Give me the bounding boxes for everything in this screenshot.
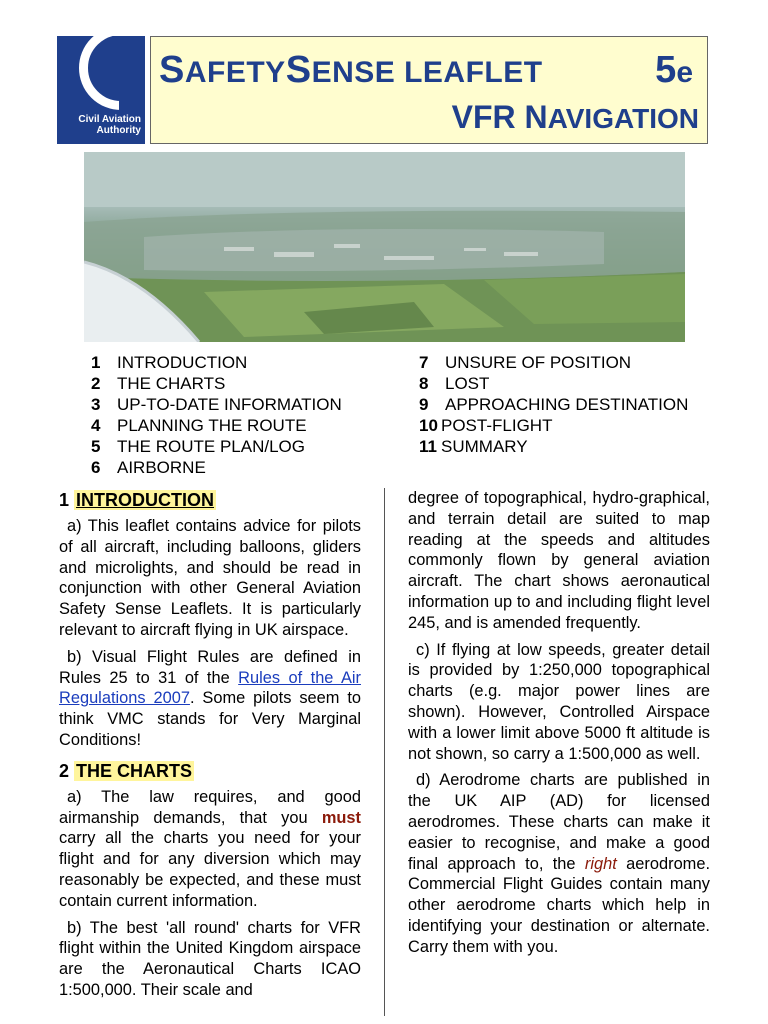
charts-para-d: d) Aerodrome charts are published in the UK AIP (AD) for licensed aerodromes. These charts can make it easier to recognise, and make a good final approach to, the right aerodrome. Commercial Flight Guides contain many other aerodrome charts which help in identifying your destination or alternate. Carry them with you. [408, 771, 711, 956]
toc-item-10[interactable]: 10 POST-FLIGHT [419, 416, 553, 435]
toc-item-11[interactable]: 11 SUMMARY [419, 437, 528, 456]
title-box [150, 36, 708, 144]
leaflet-number: 5e [655, 49, 693, 91]
toc-item-9[interactable]: 9 APPROACHING DESTINATION [419, 395, 689, 414]
section-heading-introduction: 1 INTRODUCTION [59, 490, 215, 510]
charts-para-c: c) If flying at low speeds, greater detail is provided by 1:250,000 topographical charts (e.g. major power lines are shown). However, Controlled Airspace with a lower limit above 5000 ft altitude is not shown, so carry a 1:500,000 as well. [408, 640, 710, 763]
toc-item-2[interactable]: 2 THE CHARTS [91, 374, 226, 393]
toc-item-6[interactable]: 6 AIRBORNE [91, 458, 206, 477]
logo-text: Civil Aviation Authority [78, 114, 141, 136]
toc-left [91, 352, 342, 478]
leaflet-title: SAFETYSENSE LEAFLET [159, 49, 543, 91]
charts-para-b: b) The best 'all round' charts for VFR flight within the United Kingdom airspace are the Aeronautical Charts ICAO 1:500,000. Their scale and [59, 918, 361, 999]
rules-of-the-air-link[interactable]: Rules of the Air Regulations 2007 [59, 668, 361, 708]
left-column [59, 488, 361, 1007]
toc-item-4[interactable]: 4 PLANNING THE ROUTE [91, 416, 307, 435]
toc-item-7[interactable]: 7 UNSURE OF POSITION [419, 353, 632, 372]
intro-para-b: b) Visual Flight Rules are defined in Rules 25 to 31 of the Rules of the Air Regulations 2007. Some pilots seem to think VMC stands for Very Marginal Conditions! [59, 647, 361, 749]
toc-right [419, 352, 688, 457]
toc-item-8[interactable]: 8 LOST [419, 374, 490, 393]
aerial-photo [84, 152, 685, 342]
intro-para-a: a) This leaflet contains advice for pilots of all aircraft, including balloons, gliders and microlights, and should be read in conjunction with other General Aviation Safety Sense Leaflets. It is particularly relevant to aircraft flying in UK airspace. [59, 517, 361, 639]
leaflet-subtitle: VFR NAVIGATION [451, 99, 699, 135]
caa-logo [57, 36, 145, 144]
charts-para-b-cont: degree of topographical, hydro-graphical, and terrain detail are suited to map reading at the speeds and altitudes commonly flown by general aviation aircraft. The chart shows aeronautical information up to and including flight level 245, and is amended frequently. [408, 489, 710, 632]
toc-item-3[interactable]: 3 UP-TO-DATE INFORMATION [91, 395, 342, 414]
toc-item-5[interactable]: 5 THE ROUTE PLAN/LOG [91, 437, 305, 456]
toc-item-1[interactable]: 1 INTRODUCTION [91, 353, 248, 372]
column-divider [384, 488, 385, 1016]
right-column [408, 488, 710, 964]
charts-para-a: a) The law requires, and good airmanship demands, that you must carry all the charts you need for your flight and for any diversion which may reasonably be expected, and these must contain current information. [59, 787, 361, 910]
section-heading-charts: 2 THE CHARTS [59, 760, 193, 781]
